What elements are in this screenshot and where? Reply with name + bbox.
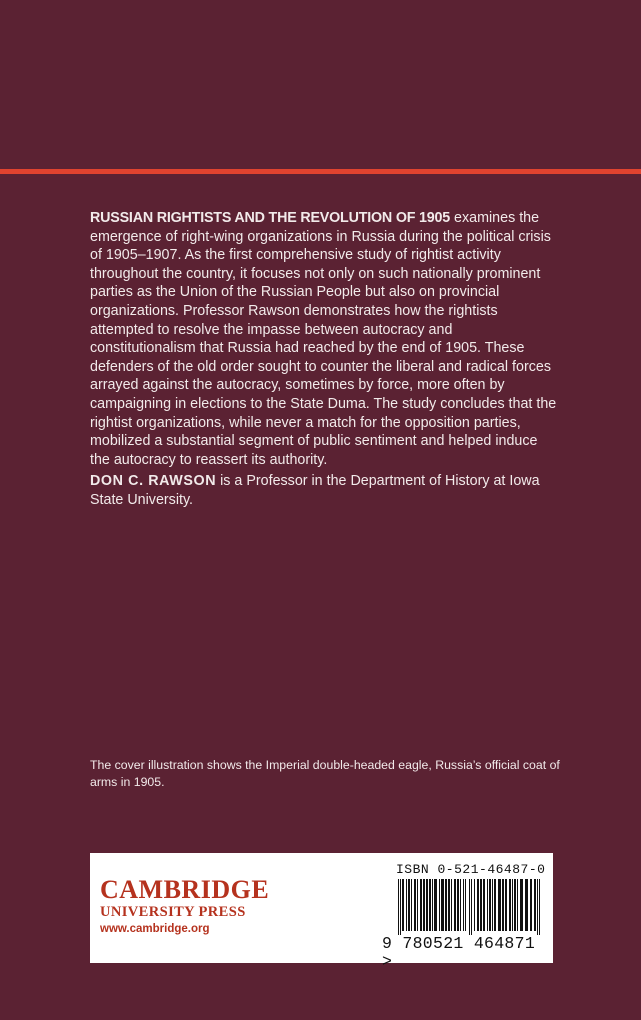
barcode-bar (514, 879, 516, 931)
barcode-bar (460, 879, 461, 931)
publisher-url: www.cambridge.org (100, 923, 210, 935)
barcode-bar (517, 879, 518, 931)
barcode-bar (492, 879, 493, 931)
barcode-guard-bar (471, 879, 472, 935)
barcode-bar (505, 879, 507, 931)
barcode-bar (477, 879, 479, 931)
barcode-bar (534, 879, 536, 931)
book-title-lead: RUSSIAN RIGHTISTS AND THE REVOLUTION OF 1905 (90, 210, 451, 226)
publisher-barcode-panel (90, 853, 553, 971)
barcode-bar (512, 879, 513, 931)
barcode-bar (530, 879, 532, 931)
barcode-bar (423, 879, 425, 931)
author-bio (90, 472, 560, 509)
barcode-bar (457, 879, 459, 931)
barcode-bar (525, 879, 528, 931)
barcode-bar (429, 879, 431, 931)
barcode-bar (426, 879, 428, 931)
barcode-bar (417, 879, 418, 931)
author-bio-text: is a Professor in the Department of History at Iowa State University. (90, 473, 540, 508)
publisher-logo-name: CAMBRIDGE (100, 875, 270, 904)
barcode-bar (408, 879, 410, 931)
barcode-bar (414, 879, 416, 931)
barcode-bar (420, 879, 422, 931)
barcode-bar (439, 879, 440, 931)
barcode-bar (465, 879, 466, 931)
author-name: DON C. RAWSON (90, 473, 217, 489)
barcode-bar (411, 879, 412, 931)
cover-illustration-caption: The cover illustration shows the Imperial double-headed eagle, Russia’s official coat of arms in 1905. (90, 758, 560, 789)
book-description (90, 209, 560, 469)
red-divider-stripe (0, 169, 641, 174)
barcode-bar (451, 879, 452, 931)
barcode-bar (406, 879, 407, 931)
barcode-bar (454, 879, 456, 931)
barcode-bar (509, 879, 511, 931)
isbn-label: ISBN 0-521-46487-0 (396, 862, 546, 877)
barcode-guard-bar (400, 879, 401, 935)
barcode-guard-bar (469, 879, 470, 935)
barcode-bar (474, 879, 475, 931)
barcode-bar (487, 879, 488, 931)
ean-digits: 9 780521 464871 > (382, 934, 536, 971)
barcode-bar (494, 879, 496, 931)
barcode-guard-bar (537, 879, 538, 935)
description-body: examines the emergence of right-wing organizations in Russia during the political crisis of 1905–1907. As the first comprehensive study of rightist activity throughout the country, it focuses not only on such nationally prominent parties as the Union of the Russian People but also on provincial organizations. Professor Rawson demonstrates how the rightists attempted to resolve the impasse between autocracy and constitutionalism that Russia had reached by the end of 1905. These defenders of the old order sought to counter the liberal and radical forces arrayed against the autocracy, sometimes by force, more often by campaigning in elections to the State Duma. The study concludes that the rightist organizations, while never a match for the opposition parties, mobilized a substantial segment of public sentiment and helped induce the autocracy to reassert its authority. (90, 210, 557, 468)
barcode-bar (402, 879, 404, 931)
barcode-bar (480, 879, 482, 931)
barcode-bar (498, 879, 501, 931)
barcode-bar (448, 879, 450, 931)
barcode-bar (445, 879, 447, 931)
barcode-guard-bar (539, 879, 540, 935)
barcode-bar (483, 879, 485, 931)
barcode-bar (502, 879, 504, 931)
barcode-bar (489, 879, 491, 931)
barcode-icon (396, 879, 544, 935)
publisher-logo-subname: UNIVERSITY PRESS (100, 904, 246, 920)
barcode-bar (432, 879, 433, 931)
barcode-bar (434, 879, 437, 931)
barcode-guard-bar (398, 879, 399, 935)
barcode-bar (463, 879, 464, 931)
barcode-bar (441, 879, 444, 931)
barcode-bar (520, 879, 523, 931)
